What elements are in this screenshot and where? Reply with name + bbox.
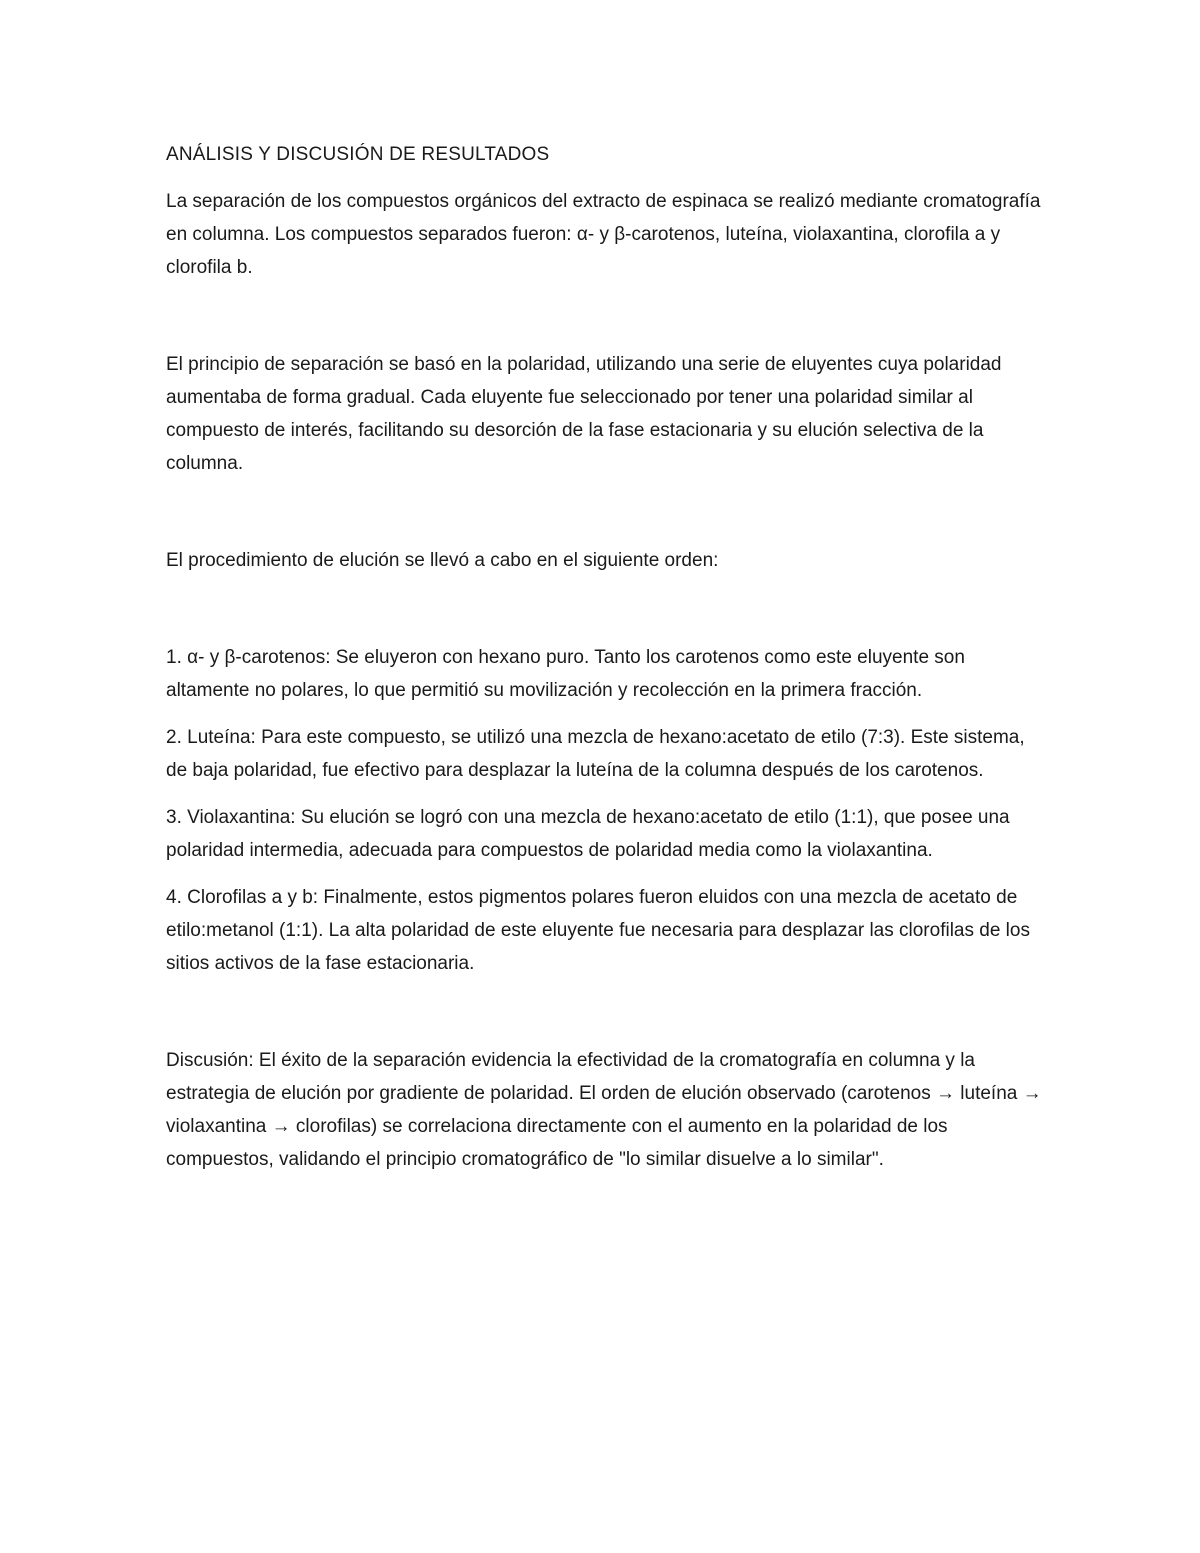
section-heading: ANÁLISIS Y DISCUSIÓN DE RESULTADOS: [166, 144, 550, 165]
step-item-clorofilas: 4. Clorofilas a y b: Finalmente, estos pigmentos polares fueron eluidos con una mezcla de acetato de etilo:metanol (1:1). La alta polaridad de este eluyente fue necesaria para desplazar las clorofilas de los sitios activos de la fase estacionaria.: [166, 887, 1030, 974]
principle-paragraph: El principio de separación se basó en la polaridad, utilizando una serie de eluyentes cuya polaridad aumentaba de forma gradual. Cada eluyente fue seleccionado por tener una polaridad similar al compuesto de interés, facilitando su desorción de la fase estacionaria y su elución selectiva de la columna.: [166, 354, 1002, 474]
step-item-violaxantina: 3. Violaxantina: Su elución se logró con una mezcla de hexano:acetato de etilo (1:1), que posee una polaridad intermedia, adecuada para compuestos de polaridad media como la violaxantina.: [166, 807, 1010, 861]
step-item-carotenos: 1. α- y β-carotenos: Se eluyeron con hexano puro. Tanto los carotenos como este eluyente son altamente no polares, lo que permitió su movilización y recolección en la primera fracción.: [166, 647, 965, 701]
document-page: [166, 138, 1046, 1176]
procedure-intro-paragraph: El procedimiento de elución se llevó a cabo en el siguiente orden:: [166, 550, 719, 571]
step-item-luteina: 2. Luteína: Para este compuesto, se utilizó una mezcla de hexano:acetato de etilo (7:3). Este sistema, de baja polaridad, fue efectivo para desplazar la luteína de la columna después de los carotenos.: [166, 727, 1025, 781]
discussion-paragraph: Discusión: El éxito de la separación evidencia la efectividad de la cromatografía en columna y la estrategia de elución por gradiente de polaridad. El orden de elución observado (carotenos → luteína → violaxantina → clorofilas) se correlaciona directamente con el aumento en la polaridad de los compuestos, validando el principio cromatográfico de "lo similar disuelve a lo similar".: [166, 1050, 1042, 1170]
intro-paragraph: La separación de los compuestos orgánicos del extracto de espinaca se realizó mediante cromatografía en columna. Los compuestos separados fueron: α- y β-carotenos, luteína, violaxantina, clorofila a y clorofila b.: [166, 191, 1041, 278]
